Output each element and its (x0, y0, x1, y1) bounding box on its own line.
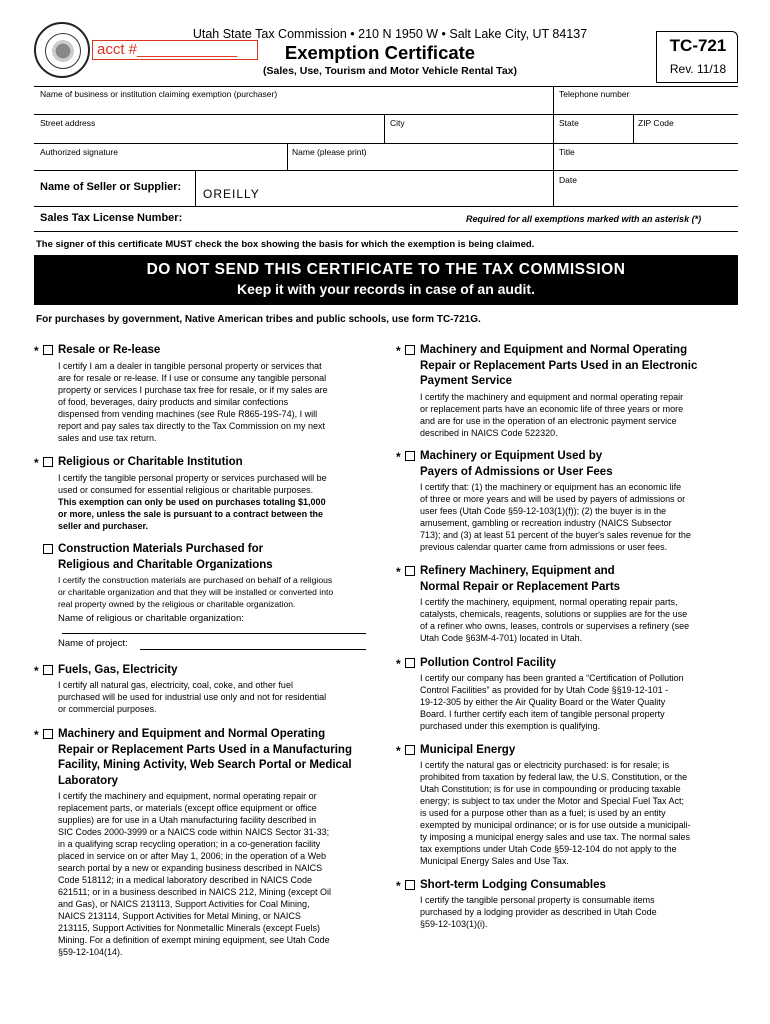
exemption-title (58, 455, 243, 471)
grid-line (34, 206, 738, 207)
title-line: Machinery and Equipment and Normal Operating (58, 728, 326, 740)
required-asterisk: * (396, 565, 401, 579)
body-line: Mining. For a definition of exempt mining equipment, see Utah Code (58, 935, 330, 945)
body-line: search portal by a new or expanding business described in NAICS (58, 863, 323, 873)
electronic-payment-checkbox[interactable] (405, 345, 415, 355)
body-line: in a qualifying scrap recycling operation; in a co-generation facility (58, 839, 321, 849)
body-line: Utah Constitution; is for use in compounding or producing taxable (420, 784, 681, 794)
required-asterisk: * (34, 728, 39, 742)
resale-checkbox[interactable] (43, 345, 53, 355)
grid-line (287, 143, 288, 170)
municipal-energy-checkbox[interactable] (405, 745, 415, 755)
required-asterisk: * (396, 879, 401, 893)
state-field[interactable]: State (559, 118, 579, 128)
body-line: Utah Code §63M-4-701) located in Utah. (420, 633, 583, 643)
body-line: of three or more years and will be used by payers of admissions or (420, 494, 686, 504)
body-line: tax exemptions under Utah Code §59-12-104 do not apply to the (420, 844, 677, 854)
fuels-gas-electricity-checkbox[interactable] (43, 665, 53, 675)
body-line: Name of religious or charitable organization: (58, 613, 244, 624)
required-asterisk: * (396, 744, 401, 758)
required-asterisk: * (396, 450, 401, 464)
title-line: Short-term Lodging Consumables (420, 879, 606, 891)
body-line: or more, unless the sale is pursuant to a contract between the (58, 509, 324, 519)
do-not-send-banner (34, 255, 738, 305)
body-line: prohibited from taxation by federal law, the U.S. Constitution, or the (420, 772, 688, 782)
body-line: sales and use tax return. (58, 433, 157, 443)
body-line: catalysts, chemicals, reagents, solutions or supplies are for the use (420, 609, 688, 619)
exemption-title (420, 743, 515, 759)
body-line: described in NAICS Code 522320. (420, 428, 558, 438)
body-line: is used for a purpose other than as a fuel; is used by an entity (420, 808, 666, 818)
body-line: property or services I purchase tax free for resale, or if my sales are (58, 385, 328, 395)
authorized-signature-field[interactable]: Authorized signature (40, 147, 118, 157)
project-name-line[interactable] (140, 649, 366, 650)
print-name-field[interactable]: Name (please print) (292, 147, 367, 157)
body-line: of a refiner who owns, leases, controls or supervises a refinery (see (420, 621, 690, 631)
title-line: Pollution Control Facility (420, 657, 557, 669)
body-line: and Gas), or NAICS 213113, Support Activities for Coal Mining, (58, 899, 310, 909)
body-line: purchased by a lodging provider as described in Utah Code (420, 907, 657, 917)
seller-name-label: Name of Seller or Supplier: (40, 181, 182, 193)
body-line: NAICS 213114, Support Activities for Metal Mining, or NAICS (58, 911, 301, 921)
title-line: Fuels, Gas, Electricity (58, 664, 178, 676)
body-line: SIC Codes 2000-3999 or a NAICS code within NAICS Sector 31-33; (58, 827, 330, 837)
title-line: Machinery and Equipment and Normal Operating (420, 344, 688, 356)
body-line: I certify that: (1) the machinery or equipment has an economic life (420, 482, 682, 492)
seller-name-value[interactable]: OREILLY (203, 187, 260, 201)
body-line: This exemption can only be used on purchases totaling $1,000 (58, 497, 326, 507)
title-line: Laboratory (58, 774, 119, 787)
title-line: Facility, Mining Activity, Web Search Portal or Medical (58, 759, 352, 771)
exemption-body (58, 360, 380, 444)
body-line: purchased will be used for industrial use only and not for residential (58, 692, 327, 702)
body-line: report and pay sales tax directly to the Tax Commission on my next (58, 421, 325, 431)
body-line: 19-12-305 by either the Air Quality Board or the Water Quality (420, 697, 666, 707)
title-line: Construction Materials Purchased for (58, 543, 264, 555)
exemption-body (420, 596, 742, 644)
body-line: supplies) are for use in a Utah manufacturing facility described in (58, 815, 317, 825)
form-subtitle: (Sales, Use, Tourism and Motor Vehicle Rental Tax) (262, 65, 517, 77)
body-line: Board. I further certify each item of tangible personal property (420, 709, 665, 719)
title-field[interactable]: Title (559, 147, 575, 157)
title-line: Municipal Energy (420, 744, 516, 756)
title-line: Normal Repair or Replacement Parts (420, 580, 621, 593)
title-line: Refinery Machinery, Equipment and (420, 565, 615, 577)
body-line: amusement, gambling or recreation industry (NAICS Subsector (420, 518, 672, 528)
body-line: previous calendar quarter came from admissions or user fees. (420, 542, 668, 552)
grid-line (633, 114, 634, 143)
body-line: 713); and (3) at least 51 percent of the buyer's sales revenue for the (420, 530, 691, 540)
business-name-field[interactable]: Name of business or institution claiming exemption (purchaser) (40, 89, 278, 99)
title-line: Payment Service (420, 375, 513, 387)
body-line: dispensed from vending machines (see Rule R865-19S-74), I will (58, 409, 318, 419)
construction-materials-checkbox[interactable] (43, 544, 53, 554)
manufacturing-machinery-checkbox[interactable] (43, 729, 53, 739)
body-line: and are for use in the operation of an electronic payment service (420, 416, 677, 426)
grid-line (34, 170, 738, 171)
required-asterisk: * (34, 344, 39, 358)
form-title: Exemption Certificate (284, 42, 476, 63)
body-line: §59-12-104(14). (58, 947, 123, 957)
body-line: I certify I am a dealer in tangible personal property or services that (58, 361, 322, 371)
body-line: ty imposing a municipal energy sales and use tax. The normal sales (420, 832, 690, 842)
body-line: Code 518112; in a medical laboratory described in NAICS Code (58, 875, 312, 885)
religious-charitable-checkbox[interactable] (43, 457, 53, 467)
body-line: are for resale or re-lease. If I use or consume any tangible personal (58, 373, 327, 383)
body-line: I certify the construction materials are purchased on behalf of a religious (58, 575, 333, 585)
telephone-field[interactable]: Telephone number (559, 89, 630, 99)
exemption-title (420, 878, 606, 894)
exemption-body (420, 391, 742, 439)
required-asterisk: * (34, 456, 39, 470)
date-field[interactable]: Date (559, 175, 577, 185)
body-line: energy; is subject to tax under the Motor and Special Fuel Tax Act; (420, 796, 684, 806)
refinery-machinery-checkbox[interactable] (405, 566, 415, 576)
exemption-body (58, 790, 380, 958)
grid-line (384, 114, 385, 143)
required-asterisk: * (396, 344, 401, 358)
grid-line (553, 86, 554, 206)
form-number: TC-721 (669, 36, 727, 55)
body-line: or replacement parts have an economic life of three years or more (420, 404, 684, 414)
body-line: I certify all natural gas, electricity, coal, coke, and other fuel (58, 680, 293, 690)
body-line: user fees (Utah Code §59-12-103(1)(f)); (2) the buyer is in the (420, 506, 667, 516)
project-name-label: Name of project: (58, 638, 128, 649)
required-asterisk: * (396, 657, 401, 671)
agency-address: Utah State Tax Commission • 210 N 1950 W • Salt Lake City, UT 84137 (192, 27, 588, 41)
signer-instruction: The signer of this certificate MUST check the box showing the basis for which the exemption is being claimed. (36, 239, 535, 250)
required-asterisk-note: Required for all exemptions marked with an asterisk (*) (466, 214, 702, 224)
exemption-title (58, 727, 352, 789)
grid-line (34, 86, 738, 87)
exemption-body (420, 894, 742, 930)
organization-name-line[interactable] (62, 633, 366, 634)
body-line: exempted by municipal ordinance; or is for use outside a municipali- (420, 820, 691, 830)
grid-line (34, 231, 738, 232)
body-line: 621511; or in a business described in NAICS 212, Mining (except Oil (58, 887, 331, 897)
body-line: purchased under this exemption is qualifying. (420, 721, 601, 731)
body-line: 213115, Support Activities for Nonmetallic Minerals (except Fuels) (58, 923, 320, 933)
title-line: Religious or Charitable Institution (58, 456, 243, 468)
sales-tax-license-label[interactable]: Sales Tax License Number: (40, 212, 183, 224)
zip-code-field[interactable]: ZIP Code (638, 118, 674, 128)
body-line: used or consumed for essential religious or charitable purposes. (58, 485, 314, 495)
exemption-body (420, 672, 742, 732)
body-line: seller and purchaser. (58, 521, 149, 531)
exemption-title (58, 663, 178, 679)
required-asterisk: * (34, 664, 39, 678)
exemption-body (58, 679, 380, 715)
body-line: or charitable organization and that they will be installed or converted into (58, 587, 334, 597)
exemption-title (420, 564, 620, 595)
exemption-body (58, 472, 380, 532)
body-line: I certify the natural gas or electricity purchased: is for resale; is (420, 760, 670, 770)
grid-line (195, 170, 196, 206)
body-line: I certify the tangible personal property is consumable items (420, 895, 655, 905)
body-line: replacement parts, or materials (except office equipment or office (58, 803, 317, 813)
grid-line (34, 143, 738, 144)
body-line: I certify our company has been granted a “Certification of Pollution (420, 673, 684, 683)
title-line: Machinery or Equipment Used by (420, 450, 603, 462)
body-line: real property owned by the religious or charitable organization. (58, 599, 296, 609)
government-purchases-note: For purchases by government, Native American tribes and public schools, use form TC-721G. (36, 314, 481, 325)
exemption-title (420, 449, 613, 480)
exemption-title (420, 656, 556, 672)
title-line: Repair or Replacement Parts Used in an Electronic (420, 359, 698, 372)
title-line: Resale or Re-lease (58, 344, 161, 356)
exemption-body (420, 759, 742, 867)
banner-subline: Keep it with your records in case of an audit. (237, 281, 535, 297)
street-address-field[interactable]: Street address (40, 118, 96, 128)
exemption-body (420, 481, 742, 553)
body-line: Control Facilities” as provided for by Utah Code §§19-12-101 - (420, 685, 669, 695)
pollution-control-checkbox[interactable] (405, 658, 415, 668)
short-term-lodging-checkbox[interactable] (405, 880, 415, 890)
body-line: placed in service on or after May 1, 2006; in the operation of a Web (58, 851, 326, 861)
admissions-user-fees-checkbox[interactable] (405, 451, 415, 461)
body-line: I certify the machinery and equipment, normal operating repair or (58, 791, 317, 801)
body-line: I certify the machinery, equipment, normal operating repair parts, (420, 597, 678, 607)
body-line: §59-12-103(1)(i). (420, 919, 488, 929)
banner-headline: DO NOT SEND THIS CERTIFICATE TO THE TAX COMMISSION (146, 261, 626, 278)
body-line: of food, beverages, dairy products and similar confections (58, 397, 289, 407)
body-line: or commercial purposes. (58, 704, 157, 714)
exemption-title (58, 343, 160, 359)
state-seal-icon (34, 22, 90, 78)
city-field[interactable]: City (390, 118, 405, 128)
body-line: I certify the machinery and equipment and normal operating repair (420, 392, 684, 402)
exemption-title (420, 343, 697, 390)
title-line: Repair or Replacement Parts Used in a Manufacturing (58, 743, 352, 756)
body-line: Municipal Energy Sales and Use Tax. (420, 856, 569, 866)
exemption-body (58, 574, 380, 625)
body-line: I certify the tangible personal property or services purchased will be (58, 473, 327, 483)
title-line: Religious and Charitable Organizations (58, 558, 273, 571)
account-number-field[interactable]: acct #____________ (92, 40, 258, 60)
form-revision: Rev. 11/18 (669, 62, 727, 76)
title-line: Payers of Admissions or User Fees (420, 465, 613, 478)
exemption-title (58, 542, 273, 573)
